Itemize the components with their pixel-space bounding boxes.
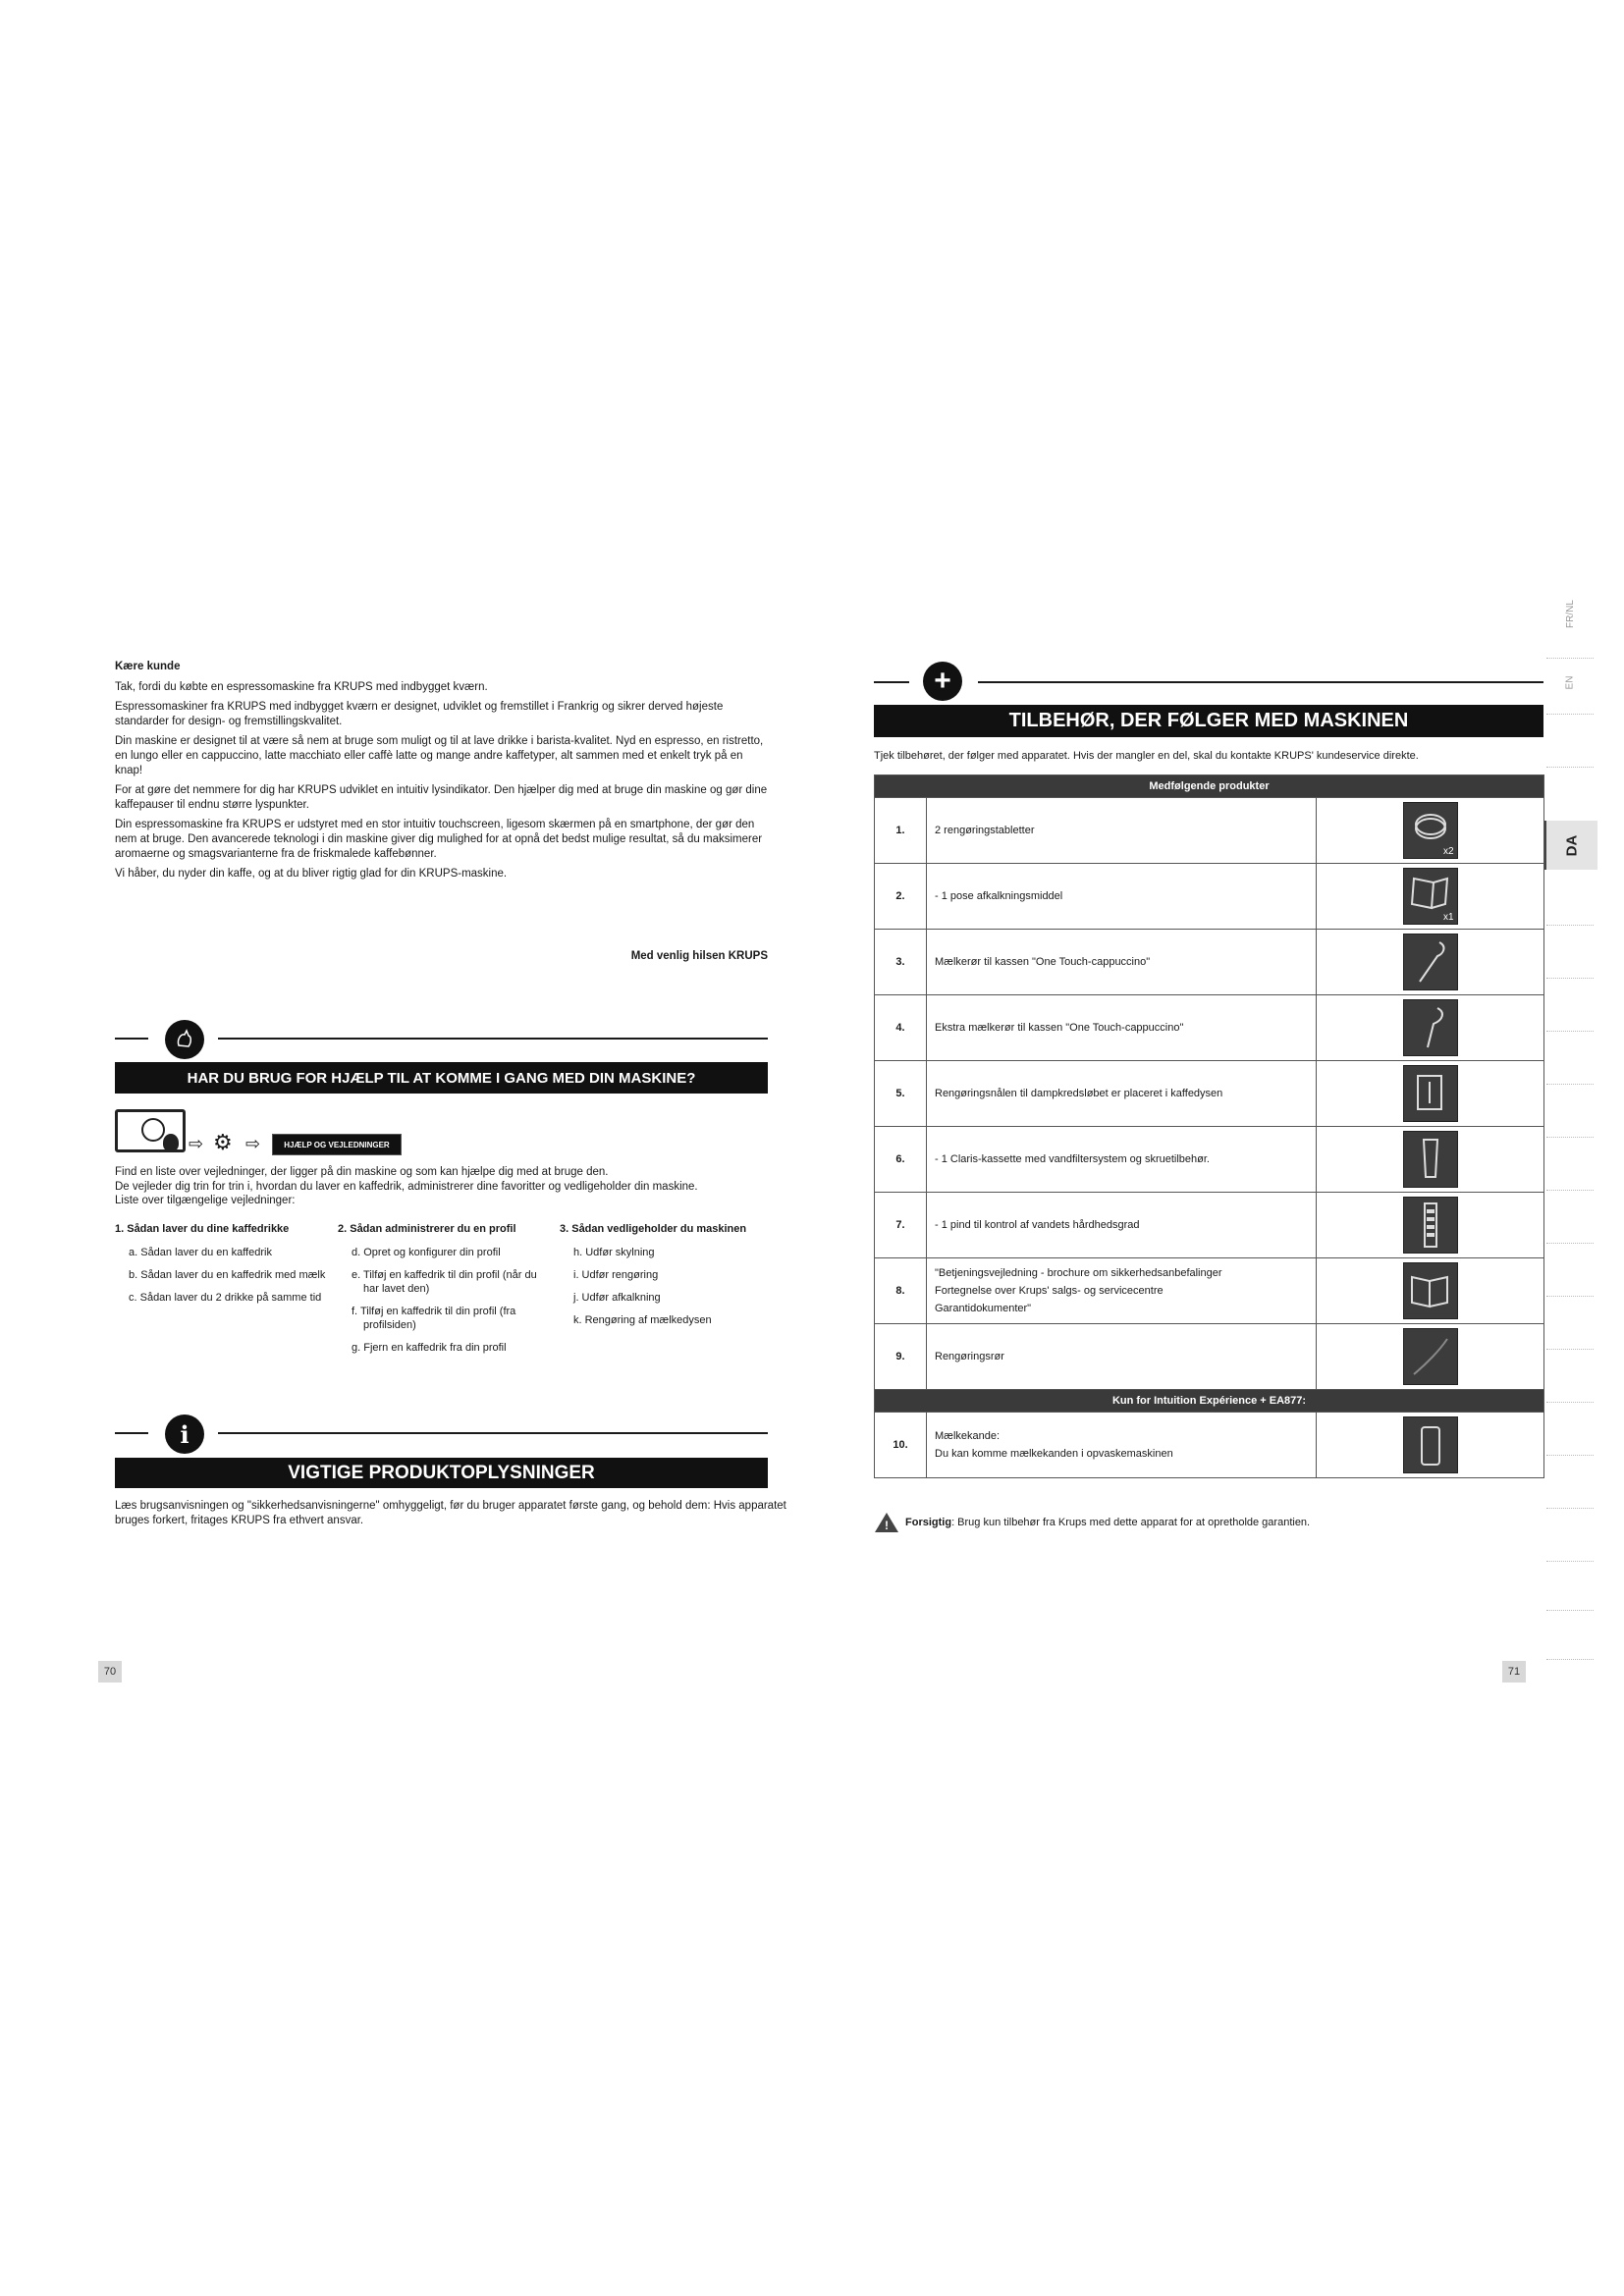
tab-separator bbox=[1546, 1455, 1594, 1457]
table-row bbox=[875, 930, 1544, 995]
row-description: - 1 pose afkalkningsmiddel bbox=[927, 864, 1317, 930]
tab-separator bbox=[1546, 978, 1594, 980]
divider bbox=[115, 1432, 148, 1434]
plus-icon: + bbox=[923, 662, 962, 701]
row-description-line: Garantidokumenter" bbox=[935, 1303, 1032, 1314]
row-description: Ekstra mælkerør til kassen "One Touch-cappuccino" bbox=[927, 995, 1317, 1061]
guide-item: a. Sådan laver du en kaffedrik bbox=[129, 1247, 272, 1258]
guide-item: g. Fjern en kaffedrik fra din profil bbox=[352, 1342, 507, 1354]
language-tab-fr[interactable] bbox=[1544, 600, 1596, 648]
letter-paragraph: For at gøre det nemmere for dig har KRUPS udviklet en intuitiv lysindikator. Den hjælper dig med at bruge din maskine og gør dine kaffepauser til endnu større lyspunkter. bbox=[115, 784, 768, 811]
tab-separator bbox=[1546, 1659, 1594, 1661]
language-tab-label: DA bbox=[1563, 834, 1581, 856]
arrow-right-icon: ⇨ bbox=[245, 1134, 261, 1153]
tab-separator bbox=[1546, 1349, 1594, 1351]
table-header-row bbox=[875, 775, 1544, 798]
table-section-header: Kun for Intuition Expérience + EA877: bbox=[875, 1390, 1544, 1413]
table-row bbox=[875, 1061, 1544, 1127]
language-tab-en[interactable] bbox=[1544, 677, 1596, 697]
letter-paragraph: Din espressomaskine fra KRUPS er udstyret med en stor intuitiv touchscreen, ligesom skærmen på en smartphone, der gør den nem at bruge. Den avancerede teknologi i din maskine giver dig mulighed for at opnå det bedst mulige resultat, så du maksimerer aromaerne og smagsvarianterne fra de friskmalede kaffebønner. bbox=[115, 819, 763, 860]
tab-separator bbox=[1546, 1402, 1594, 1404]
help-intro-line: De vejleder dig trin for trin i, hvordan du laver en kaffedrik, administrerer dine favoritter og vedligeholder din maskine. bbox=[115, 1180, 698, 1193]
table-row bbox=[875, 1193, 1544, 1258]
row-description: - 1 Claris-kassette med vandfiltersystem og skruetilbehør. bbox=[927, 1127, 1317, 1193]
touchscreen-icon bbox=[115, 1109, 186, 1152]
letter-paragraph: Espressomaskiner fra KRUPS med indbygget kværn er designet, udviklet og fremstillet i Frankrig og sikrer derved højeste standarder for design- og fremstillingskvalitet. bbox=[115, 701, 724, 727]
row-number: 2. bbox=[875, 864, 927, 930]
guide-column bbox=[560, 1222, 771, 1336]
quantity-label: x1 bbox=[1442, 912, 1454, 923]
guide-column bbox=[115, 1222, 326, 1313]
row-number: 1. bbox=[875, 798, 927, 864]
letter-paragraph: Tak, fordi du købte en espressomaskine fra KRUPS med indbygget kværn. bbox=[115, 680, 488, 693]
help-guides-button[interactable]: HJÆLP OG VEJLEDNINGER bbox=[272, 1134, 402, 1155]
arrow-right-icon: ⇨ bbox=[189, 1134, 204, 1153]
page-number-right: 71 bbox=[1502, 1661, 1526, 1682]
guide-item: b. Sådan laver du en kaffedrik med mælk bbox=[129, 1269, 326, 1281]
guide-item: c. Sådan laver du 2 drikke på samme tid bbox=[129, 1292, 322, 1304]
tab-separator bbox=[1546, 714, 1594, 716]
signoff: Med venlig hilsen KRUPS bbox=[630, 950, 768, 962]
warning-label: Forsigtig bbox=[905, 1517, 952, 1528]
help-section-title: HAR DU BRUG FOR HJÆLP TIL AT KOMME I GANG MED DIN MASKINE? bbox=[115, 1062, 768, 1094]
guide-item: j. Udfør afkalkning bbox=[573, 1292, 661, 1304]
help-intro bbox=[115, 1165, 802, 1208]
page-number-left: 70 bbox=[98, 1661, 122, 1682]
row-description-line: "Betjeningsvejledning - brochure om sikkerhedsanbefalinger bbox=[935, 1267, 1222, 1279]
booklet-icon bbox=[1403, 1262, 1458, 1319]
table-row bbox=[875, 1127, 1544, 1193]
row-number: 4. bbox=[875, 995, 927, 1061]
tab-separator bbox=[1546, 1190, 1594, 1192]
tab-separator bbox=[1546, 1084, 1594, 1086]
guide-column-heading: 2. Sådan administrerer du en profil bbox=[338, 1223, 516, 1235]
row-description: Rengøringsnålen til dampkredsløbet er placeret i kaffedysen bbox=[927, 1061, 1317, 1127]
guide-item: d. Opret og konfigurer din profil bbox=[352, 1247, 501, 1258]
warning-icon bbox=[874, 1512, 899, 1533]
row-number: 3. bbox=[875, 930, 927, 995]
row-description: 2 rengøringstabletter bbox=[927, 798, 1317, 864]
row-description-line: Du kan komme mælkekanden i opvaskemaskinen bbox=[935, 1448, 1173, 1460]
row-description: Mælkerør til kassen "One Touch-cappuccino" bbox=[927, 930, 1317, 995]
tablet-icon bbox=[1403, 802, 1458, 859]
info-icon: i bbox=[165, 1415, 204, 1454]
tab-separator bbox=[1546, 1243, 1594, 1245]
welcome-letter bbox=[115, 660, 768, 887]
warning-text: : Brug kun tilbehør fra Krups med dette apparat for at opretholde garantien. bbox=[951, 1517, 1311, 1528]
accessories-intro: Tjek tilbehøret, der følger med apparatet. Hvis der mangler en del, skal du kontakte KRUPS' kundeservice direkte. bbox=[874, 750, 1419, 762]
language-tab-da[interactable] bbox=[1544, 821, 1597, 870]
guide-column bbox=[338, 1222, 549, 1363]
row-number: 5. bbox=[875, 1061, 927, 1127]
language-tab-label: EN bbox=[1564, 675, 1576, 690]
row-number: 8. bbox=[875, 1258, 927, 1324]
tab-separator bbox=[1546, 1610, 1594, 1612]
guide-column-heading: 1. Sådan laver du dine kaffedrikke bbox=[115, 1223, 290, 1235]
warning-note bbox=[874, 1512, 1310, 1533]
gear-icon: ⚙ bbox=[213, 1130, 233, 1154]
cleaning-tube-icon bbox=[1403, 1328, 1458, 1385]
cleaning-needle-icon bbox=[1403, 1065, 1458, 1122]
row-number: 9. bbox=[875, 1324, 927, 1390]
table-row bbox=[875, 798, 1544, 864]
guide-item: k. Rengøring af mælkedysen bbox=[573, 1314, 712, 1326]
help-intro-line: Liste over tilgængelige vejledninger: bbox=[115, 1195, 296, 1206]
divider bbox=[218, 1038, 768, 1040]
divider bbox=[978, 681, 1543, 683]
milk-tube-icon bbox=[1403, 934, 1458, 990]
tab-separator bbox=[1546, 1508, 1594, 1510]
tab-separator bbox=[1546, 767, 1594, 769]
accessories-title: TILBEHØR, DER FØLGER MED MASKINEN bbox=[874, 705, 1543, 737]
tab-separator bbox=[1546, 1296, 1594, 1298]
table-row bbox=[875, 1258, 1544, 1324]
table-header: Medfølgende produkter bbox=[875, 775, 1544, 798]
letter-paragraph: Vi håber, du nyder din kaffe, og at du bliver rigtig glad for din KRUPS-maskine. bbox=[115, 868, 508, 881]
tab-separator bbox=[1546, 1137, 1594, 1139]
info-text: Læs brugsanvisningen og "sikkerhedsanvisningerne" omhyggeligt, før du bruger apparatet første gang, og behold dem: Hvis apparatet bruges forkert, fritages KRUPS fra ethvert ansvar. bbox=[115, 1500, 786, 1526]
table-row bbox=[875, 1413, 1544, 1478]
accessories-table bbox=[874, 774, 1544, 1478]
row-description: Rengøringsrør bbox=[927, 1324, 1317, 1390]
row-description-line: Mælkekande: bbox=[935, 1430, 1001, 1442]
milk-jug-icon bbox=[1403, 1416, 1458, 1473]
guide-item: i. Udfør rengøring bbox=[573, 1269, 659, 1281]
svg-text:!: ! bbox=[885, 1519, 889, 1532]
guide-item: e. Tilføj en kaffedrik til din profil (når du har lavet den) bbox=[352, 1269, 537, 1295]
quantity-label: x2 bbox=[1442, 846, 1454, 857]
help-hand-icon bbox=[165, 1020, 204, 1059]
guide-item: f. Tilføj en kaffedrik til din profil (fra profilsiden) bbox=[352, 1306, 516, 1331]
row-description-line: Fortegnelse over Krups' salgs- og servicecentre bbox=[935, 1285, 1164, 1297]
tab-separator bbox=[1546, 1561, 1594, 1563]
divider bbox=[874, 681, 909, 683]
letter-paragraph: Din maskine er designet til at være så nem at bruge som muligt og til at lave drikke i barista-kvalitet. Nyd en espresso, en ristretto, en lungo eller en cappuccino, latte macchiato eller caffè latte og mange andre kaffetyper, alt sammen med et enkelt tryk på en knap! bbox=[115, 735, 764, 776]
guide-column-heading: 3. Sådan vedligeholder du maskinen bbox=[560, 1223, 747, 1235]
divider bbox=[218, 1432, 768, 1434]
sachet-icon bbox=[1403, 868, 1458, 925]
row-description: - 1 pind til kontrol af vandets hårdhedsgrad bbox=[927, 1193, 1317, 1258]
row-description bbox=[927, 1258, 1317, 1324]
filter-cartridge-icon bbox=[1403, 1131, 1458, 1188]
row-number: 7. bbox=[875, 1193, 927, 1258]
table-section-row bbox=[875, 1390, 1544, 1413]
info-section-title: VIGTIGE PRODUKTOPLYSNINGER bbox=[115, 1458, 768, 1488]
tab-separator bbox=[1546, 658, 1594, 660]
row-description bbox=[927, 1413, 1317, 1478]
guide-item: h. Udfør skylning bbox=[573, 1247, 655, 1258]
extra-milk-tube-icon bbox=[1403, 999, 1458, 1056]
tab-separator bbox=[1546, 925, 1594, 927]
row-number: 6. bbox=[875, 1127, 927, 1193]
test-strip-icon bbox=[1403, 1197, 1458, 1254]
tab-separator bbox=[1546, 1031, 1594, 1033]
table-row bbox=[875, 995, 1544, 1061]
language-tab-label: FR/NL bbox=[1564, 600, 1576, 628]
table-row bbox=[875, 1324, 1544, 1390]
divider bbox=[115, 1038, 148, 1040]
row-number: 10. bbox=[875, 1413, 927, 1478]
table-row bbox=[875, 864, 1544, 930]
salutation: Kære kunde bbox=[115, 661, 181, 672]
help-intro-line: Find en liste over vejledninger, der ligger på din maskine og som kan hjælpe dig med at bruge den. bbox=[115, 1166, 609, 1178]
